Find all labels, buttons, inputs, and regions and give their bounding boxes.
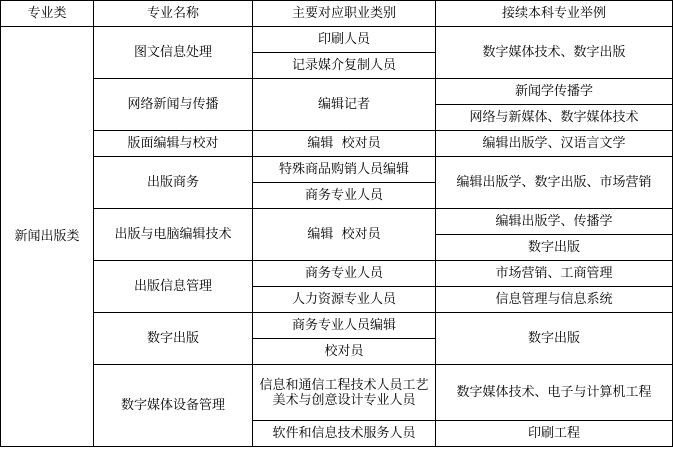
major-name-cell: 版面编辑与校对	[94, 131, 253, 157]
table-row	[1, 365, 673, 421]
bachelor-cell: 网络与新媒体、数字媒体技术	[436, 105, 673, 131]
major-name-cell: 出版信息管理	[94, 261, 253, 313]
occupation-cell: 记录媒介复制人员	[253, 53, 436, 79]
occupation-cell: 商务专业人员	[253, 261, 436, 287]
major-name-cell: 出版与电脑编辑技术	[94, 209, 253, 261]
bachelor-cell: 数字媒体技术、数字出版	[436, 27, 673, 79]
header-bachelor: 接续本科专业举例	[436, 1, 673, 27]
major-name-cell: 数字出版	[94, 313, 253, 365]
occupation-cell: 软件和信息技术服务人员	[253, 421, 436, 447]
bachelor-cell: 印刷工程	[436, 421, 673, 447]
major-name-cell: 网络新闻与传播	[94, 79, 253, 131]
occupation-cell: 编辑 校对员	[253, 131, 436, 157]
bachelor-cell: 信息管理与信息系统	[436, 287, 673, 313]
table-row	[1, 313, 673, 339]
bachelor-cell: 编辑出版学、数字出版、市场营销	[436, 157, 673, 209]
header-major-name: 专业名称	[94, 1, 253, 27]
header-occupation: 主要对应职业类别	[253, 1, 436, 27]
occupation-cell: 人力资源专业人员	[253, 287, 436, 313]
major-name-cell: 出版商务	[94, 157, 253, 209]
occupation-cell: 信息和通信工程技术人员工艺美术与创意设计专业人员	[253, 365, 436, 421]
occupation-cell: 编辑记者	[253, 79, 436, 131]
table-row	[1, 131, 673, 157]
occupation-cell: 特殊商品购销人员编辑	[253, 157, 436, 183]
major-name-cell: 数字媒体设备管理	[94, 365, 253, 447]
header-row	[1, 1, 673, 27]
header-category: 专业类	[1, 1, 94, 27]
occupation-cell: 编辑 校对员	[253, 209, 436, 261]
bachelor-cell: 编辑出版学、汉语言文学	[436, 131, 673, 157]
bachelor-cell: 数字出版	[436, 235, 673, 261]
major-name-cell: 图文信息处理	[94, 27, 253, 79]
bachelor-cell: 数字媒体技术、电子与计算机工程	[436, 365, 673, 421]
occupation-cell: 印刷人员	[253, 27, 436, 53]
table-row	[1, 209, 673, 235]
table-row	[1, 79, 673, 105]
bachelor-cell: 市场营销、工商管理	[436, 261, 673, 287]
bachelor-cell: 新闻学传播学	[436, 79, 673, 105]
table-row	[1, 157, 673, 183]
occupation-cell: 校对员	[253, 339, 436, 365]
table-row	[1, 27, 673, 53]
table-row	[1, 261, 673, 287]
occupation-cell: 商务专业人员	[253, 183, 436, 209]
occupation-cell: 商务专业人员编辑	[253, 313, 436, 339]
bachelor-cell: 编辑出版学、传播学	[436, 209, 673, 235]
category-cell: 新闻出版类	[1, 27, 94, 447]
bachelor-cell: 数字出版	[436, 313, 673, 365]
